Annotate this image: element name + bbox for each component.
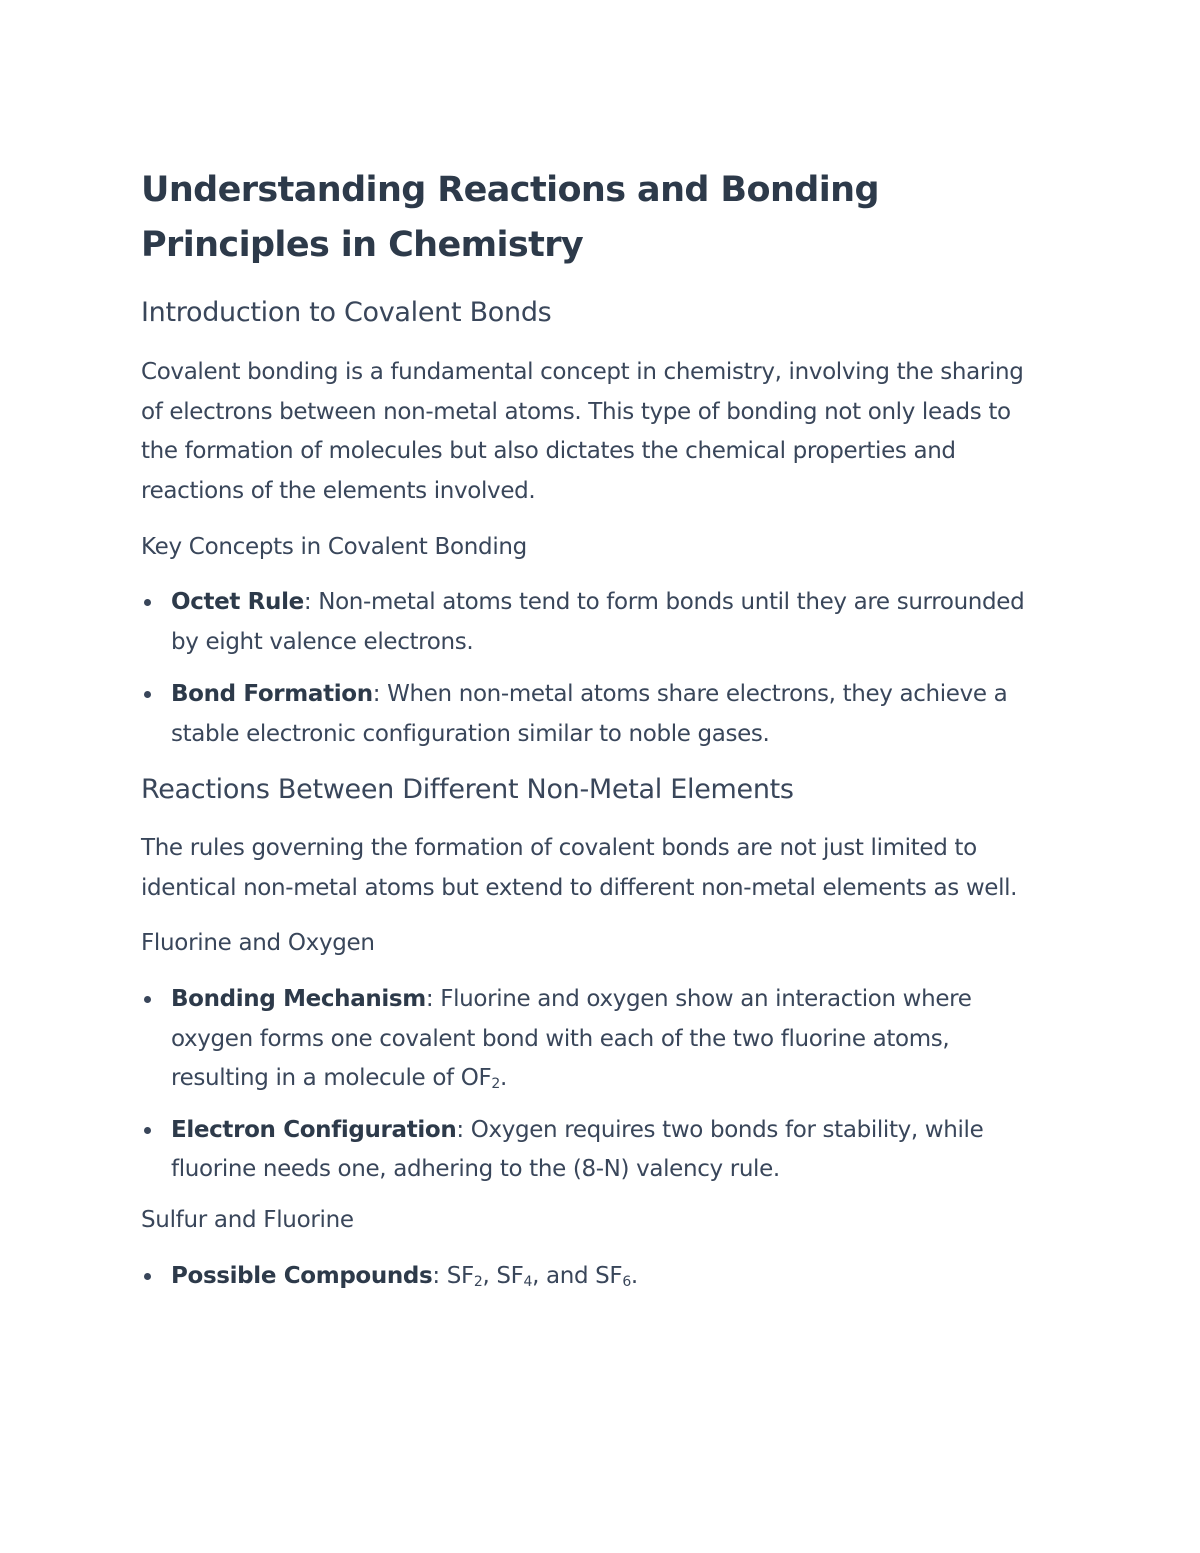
list-item-bond-formation [141,675,1050,754]
term-bonding-mechanism: Bonding Mechanism [171,986,426,1012]
section-heading-non-metal-reactions: Reactions Between Different Non-Metal Elements [141,774,794,805]
punctuation: . [630,1262,638,1289]
subscript: 6 [622,1273,631,1290]
list-item-electron-configuration [141,1111,1050,1190]
bullet-icon [144,1127,151,1134]
sulfur-fluorine-list [141,1257,1050,1297]
subheading-fluorine-oxygen: Fluorine and Oxygen [141,930,375,956]
definition-bond-formation: : When non-metal atoms share electrons, they achieve a stable electronic configuration similar to noble gases. [171,681,1008,747]
subheading-sulfur-fluorine: Sulfur and Fluorine [141,1206,354,1233]
term-octet-rule: Octet Rule [171,589,304,615]
document-title: Understanding Reactions and Bonding Principles in Chemistry [141,170,879,265]
term-bond-formation: Bond Formation [171,681,373,707]
term-electron-configuration: Electron Configuration [171,1116,457,1143]
fluorine-oxygen-list [141,980,1050,1190]
bullet-icon [144,691,151,698]
compound-text: : SF [432,1262,474,1289]
subscript: 2 [491,1076,500,1092]
punctuation: . [499,1065,507,1091]
section-heading-covalent-bonds: Introduction to Covalent Bonds [141,297,552,328]
list-item-bonding-mechanism [141,980,1050,1099]
compound-text: , SF [482,1262,524,1289]
non-metal-paragraph: The rules governing the formation of covalent bonds are not just limited to identical non-metal atoms but extend to different non-metal elements as well. [141,835,1018,901]
bullet-icon [144,599,151,606]
bullet-icon [144,1273,151,1280]
compound-text: , and SF [532,1262,623,1289]
intro-paragraph: Covalent bonding is a fundamental concept in chemistry, involving the sharing of electrons between non-metal atoms. This type of bonding not only leads to the formation of molecules but also dictates the chemical properties and reactions of the elements involved. [141,359,1024,504]
key-concepts-list [141,583,1050,754]
subscript: 4 [523,1273,533,1290]
definition-electron-configuration: : Oxygen requires two bonds for stability, while fluorine needs one, adhering to the (8-N) valency rule. [171,1116,984,1182]
definition-octet-rule: : Non-metal atoms tend to form bonds until they are surrounded by eight valence electrons. [171,589,1025,655]
list-item-possible-compounds [141,1257,1050,1297]
list-item-octet-rule [141,583,1050,662]
term-possible-compounds: Possible Compounds [171,1262,433,1289]
bullet-icon [144,996,151,1003]
subscript: 2 [473,1273,483,1290]
subheading-key-concepts: Key Concepts in Covalent Bonding [141,534,527,560]
definition-bonding-mechanism: : Fluorine and oxygen show an interaction where oxygen forms one covalent bond with each of the two fluorine atoms, resulting in a molecule of OF [171,986,972,1091]
